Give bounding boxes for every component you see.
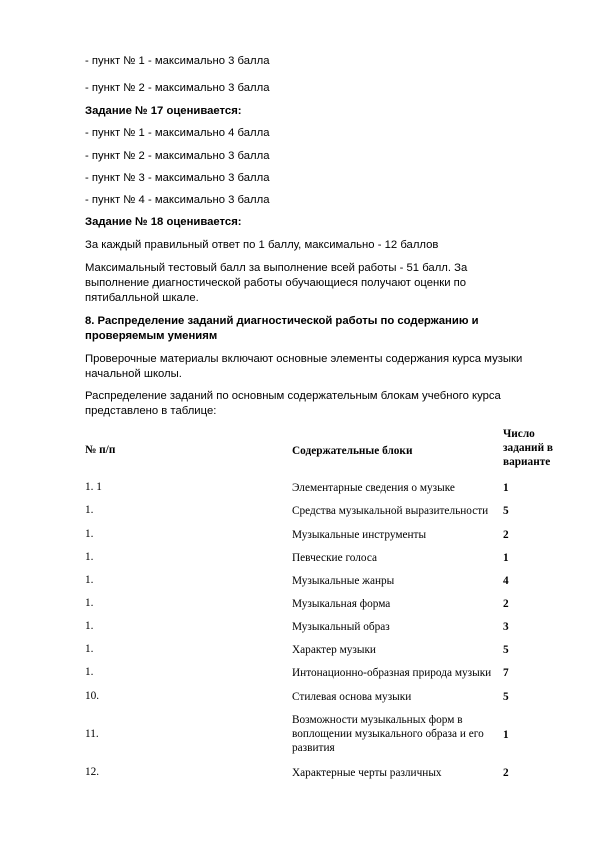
row-num: 1. xyxy=(85,504,94,516)
row-count: 5 xyxy=(503,505,509,517)
row-block: Характер музыки xyxy=(292,644,376,656)
row-count: 5 xyxy=(503,691,509,703)
row-count: 3 xyxy=(503,621,509,633)
row-count: 1 xyxy=(503,482,509,494)
row-num: 1. xyxy=(85,620,94,632)
row-block: Интонационно-образная природа музыки xyxy=(292,667,492,679)
table-row xyxy=(85,713,525,758)
row-count: 2 xyxy=(503,598,509,610)
row-num: 1. xyxy=(85,666,94,678)
task-heading: Задание № 18 оценивается: xyxy=(85,216,242,228)
header-count: Число заданий в варианте xyxy=(503,428,554,468)
row-count: 1 xyxy=(503,729,509,741)
row-block: Средства музыкальной выразительности xyxy=(292,505,489,517)
row-block: Возможности музыкальных форм в воплощении музыкального образа и его развития xyxy=(292,714,484,754)
row-block: Стилевая основа музыки xyxy=(292,691,412,703)
text-line: За каждый правильный ответ по 1 баллу, максимально - 12 баллов xyxy=(85,239,439,251)
text-line: - пункт № 1 - максимально 3 балла xyxy=(85,55,270,67)
row-count: 2 xyxy=(503,767,509,779)
row-count: 1 xyxy=(503,552,509,564)
row-num: 10. xyxy=(85,690,100,702)
header-num: № п/п xyxy=(85,444,116,456)
row-count: 4 xyxy=(503,575,509,587)
text-line: - пункт № 4 - максимально 3 балла xyxy=(85,194,270,206)
table-header-row xyxy=(85,427,554,473)
task-heading: Задание № 17 оценивается: xyxy=(85,105,242,117)
row-num: 12. xyxy=(85,766,100,778)
row-num: 1. xyxy=(85,643,94,655)
row-num: 1. xyxy=(85,551,94,563)
text-line: - пункт № 2 - максимально 3 балла xyxy=(85,150,270,162)
row-num: 1. xyxy=(85,574,94,586)
row-block: Характерные черты различных xyxy=(292,767,442,779)
row-num: 11. xyxy=(85,728,99,740)
row-block: Музыкальная форма xyxy=(292,598,391,610)
row-count: 2 xyxy=(503,529,509,541)
text-line: - пункт № 1 - максимально 4 балла xyxy=(85,127,270,139)
paragraph-materials: Проверочные материалы включают основные элементы содержания курса музыки начальной школы. xyxy=(85,353,523,380)
section-heading: 8. Распределение заданий диагностической работы по содержанию и проверяемым умениям xyxy=(85,315,479,342)
header-block: Содержательные блоки xyxy=(292,445,413,457)
row-block: Музыкальные инструменты xyxy=(292,529,427,541)
row-num: 1. xyxy=(85,597,94,609)
paragraph-distribution: Распределение заданий по основным содержательным блокам учебного курса представлено в таблице: xyxy=(85,390,501,417)
row-block: Элементарные сведения о музыке xyxy=(292,482,455,494)
text-line: - пункт № 2 - максимально 3 балла xyxy=(85,82,270,94)
row-block: Музыкальные жанры xyxy=(292,575,395,587)
paragraph-max-score: Максимальный тестовый балл за выполнение всей работы - 51 балл. За выполнение диагностической работы обучающиеся получают оценки по пятибалльной шкале. xyxy=(85,262,468,304)
row-num: 1. xyxy=(85,528,94,540)
row-count: 7 xyxy=(503,667,509,679)
row-num: 1. 1 xyxy=(85,481,102,493)
text-line: - пункт № 3 - максимально 3 балла xyxy=(85,172,270,184)
row-block: Певческие голоса xyxy=(292,552,378,564)
row-block: Музыкальный образ xyxy=(292,621,390,633)
row-count: 5 xyxy=(503,644,509,656)
